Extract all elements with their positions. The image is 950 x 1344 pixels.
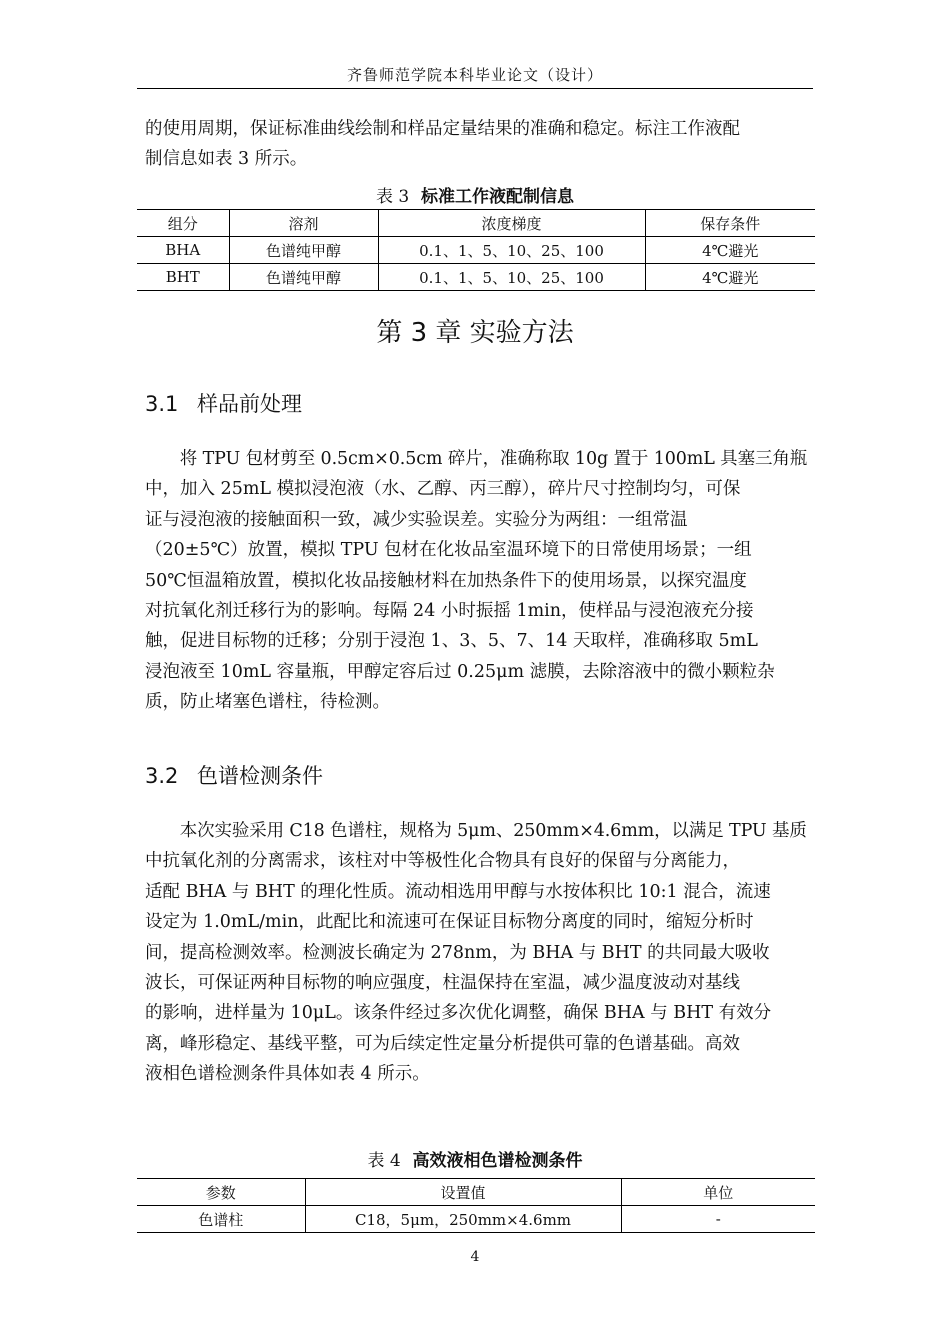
paragraph-line: 触，促进目标物的迁移；分别于浸泡 1、3、5、7、14 天取样，准确移取 5mL bbox=[145, 631, 758, 652]
table-cell: 4℃避光 bbox=[645, 264, 815, 291]
paragraph-line: 中，加入 25mL 模拟浸泡液（水、乙醇、丙三醇），碎片尺寸控制均匀，可保 bbox=[145, 479, 741, 500]
paragraph-line: 质，防止堵塞色谱柱，待检测。 bbox=[145, 692, 390, 713]
paragraph-line: 设定为 1.0mL/min，此配比和流速可在保证目标物分离度的同时，缩短分析时 bbox=[145, 912, 754, 933]
table-header-cell: 参数 bbox=[137, 1179, 305, 1206]
table-row bbox=[137, 237, 815, 264]
section-heading-3-2 bbox=[145, 760, 323, 790]
table-cell: 0.1、1、5、10、25、100 bbox=[378, 237, 645, 264]
table4 bbox=[137, 1178, 815, 1233]
table-header-cell: 设置值 bbox=[305, 1179, 621, 1206]
paragraph-line: （20±5℃）放置，模拟 TPU 包材在化妆品室温环境下的日常使用场景；一组 bbox=[145, 540, 752, 561]
table-cell: - bbox=[621, 1206, 815, 1233]
paragraph-line: 浸泡液至 10mL 容量瓶，甲醇定容后过 0.25μm 滤膜，去除溶液中的微小颗粒杂 bbox=[145, 661, 775, 682]
section-title: 色谱检测条件 bbox=[197, 764, 323, 788]
paragraph-line: 间，提高检测效率。检测波长确定为 278nm，为 BHA 与 BHT 的共同最大吸收 bbox=[145, 942, 770, 963]
paragraph-line: 制信息如表 3 所示。 bbox=[145, 149, 308, 170]
paragraph-line: 中抗氧化剂的分离需求，该柱对中等极性化合物具有良好的保留与分离能力， bbox=[145, 851, 740, 872]
table-header-cell: 浓度梯度 bbox=[378, 210, 645, 237]
table-cell: BHT bbox=[137, 264, 229, 291]
table3-caption bbox=[137, 182, 813, 207]
table-cell: 4℃避光 bbox=[645, 237, 815, 264]
table-row bbox=[137, 264, 815, 291]
table3 bbox=[137, 209, 815, 291]
table4-caption-number: 表 4 bbox=[367, 1151, 401, 1171]
section-number: 3.2 bbox=[145, 764, 179, 788]
table-cell: 色谱纯甲醇 bbox=[229, 237, 378, 264]
page-number: 4 bbox=[470, 1249, 480, 1265]
table-header-cell: 组分 bbox=[137, 210, 229, 237]
table-header-row bbox=[137, 210, 815, 237]
paragraph-line: 的使用周期，保证标准曲线绘制和样品定量结果的准确和稳定。标注工作液配 bbox=[145, 119, 740, 139]
chapter-title: 第 3 章 实验方法 bbox=[376, 318, 574, 348]
table-cell: 色谱柱 bbox=[137, 1206, 305, 1233]
table-cell: 0.1、1、5、10、25、100 bbox=[378, 264, 645, 291]
paragraph-line: 的影响，进样量为 10μL。该条件经过多次优化调整，确保 BHA 与 BHT 有效分 bbox=[145, 1003, 772, 1024]
running-header: 齐鲁师范学院本科毕业论文（设计） bbox=[346, 66, 603, 84]
table-header-cell: 保存条件 bbox=[645, 210, 815, 237]
table3-caption-text: 标准工作液配制信息 bbox=[421, 187, 575, 207]
table-header-cell: 溶剂 bbox=[229, 210, 378, 237]
table-row bbox=[137, 1206, 815, 1233]
section-3-1-paragraph bbox=[145, 444, 807, 718]
paragraph-line: 将 TPU 包材剪至 0.5cm×0.5cm 碎片，准确称取 10g 置于 100mL 具塞三角瓶 bbox=[145, 449, 808, 469]
paragraph-line: 液相色谱检测条件具体如表 4 所示。 bbox=[145, 1064, 430, 1085]
table3-caption-number: 表 3 bbox=[375, 187, 410, 207]
section-number: 3.1 bbox=[145, 392, 179, 416]
paragraph-line: 本次实验采用 C18 色谱柱，规格为 5μm、250mm×4.6mm，以满足 TPU 基质 bbox=[145, 821, 807, 841]
section-heading-3-1 bbox=[145, 388, 302, 418]
intro-paragraph bbox=[145, 114, 807, 175]
table-cell: C18，5μm，250mm×4.6mm bbox=[305, 1206, 621, 1233]
paragraph-line: 离，峰形稳定、基线平整，可为后续定性定量分析提供可靠的色谱基础。高效 bbox=[145, 1033, 740, 1054]
section-3-2-paragraph bbox=[145, 816, 807, 1090]
paragraph-line: 证与浸泡液的接触面积一致，减少实验误差。实验分为两组：一组常温 bbox=[145, 509, 688, 530]
table4-caption bbox=[137, 1146, 813, 1171]
section-title: 样品前处理 bbox=[197, 392, 302, 416]
paragraph-line: 波长，可保证两种目标物的响应强度，柱温保持在室温，减少温度波动对基线 bbox=[145, 973, 740, 994]
paragraph-line: 对抗氧化剂迁移行为的影响。每隔 24 小时振摇 1min，使样品与浸泡液充分接 bbox=[145, 601, 754, 622]
header-rule bbox=[137, 88, 813, 89]
paragraph-line: 适配 BHA 与 BHT 的理化性质。流动相选用甲醇与水按体积比 10:1 混合，流速 bbox=[145, 881, 771, 902]
table4-caption-text: 高效液相色谱检测条件 bbox=[412, 1151, 583, 1171]
table-header-row bbox=[137, 1179, 815, 1206]
table-header-cell: 单位 bbox=[621, 1179, 815, 1206]
table-cell: BHA bbox=[137, 237, 229, 264]
table-cell: 色谱纯甲醇 bbox=[229, 264, 378, 291]
paragraph-line: 50℃恒温箱放置，模拟化妆品接触材料在加热条件下的使用场景，以探究温度 bbox=[145, 570, 747, 591]
